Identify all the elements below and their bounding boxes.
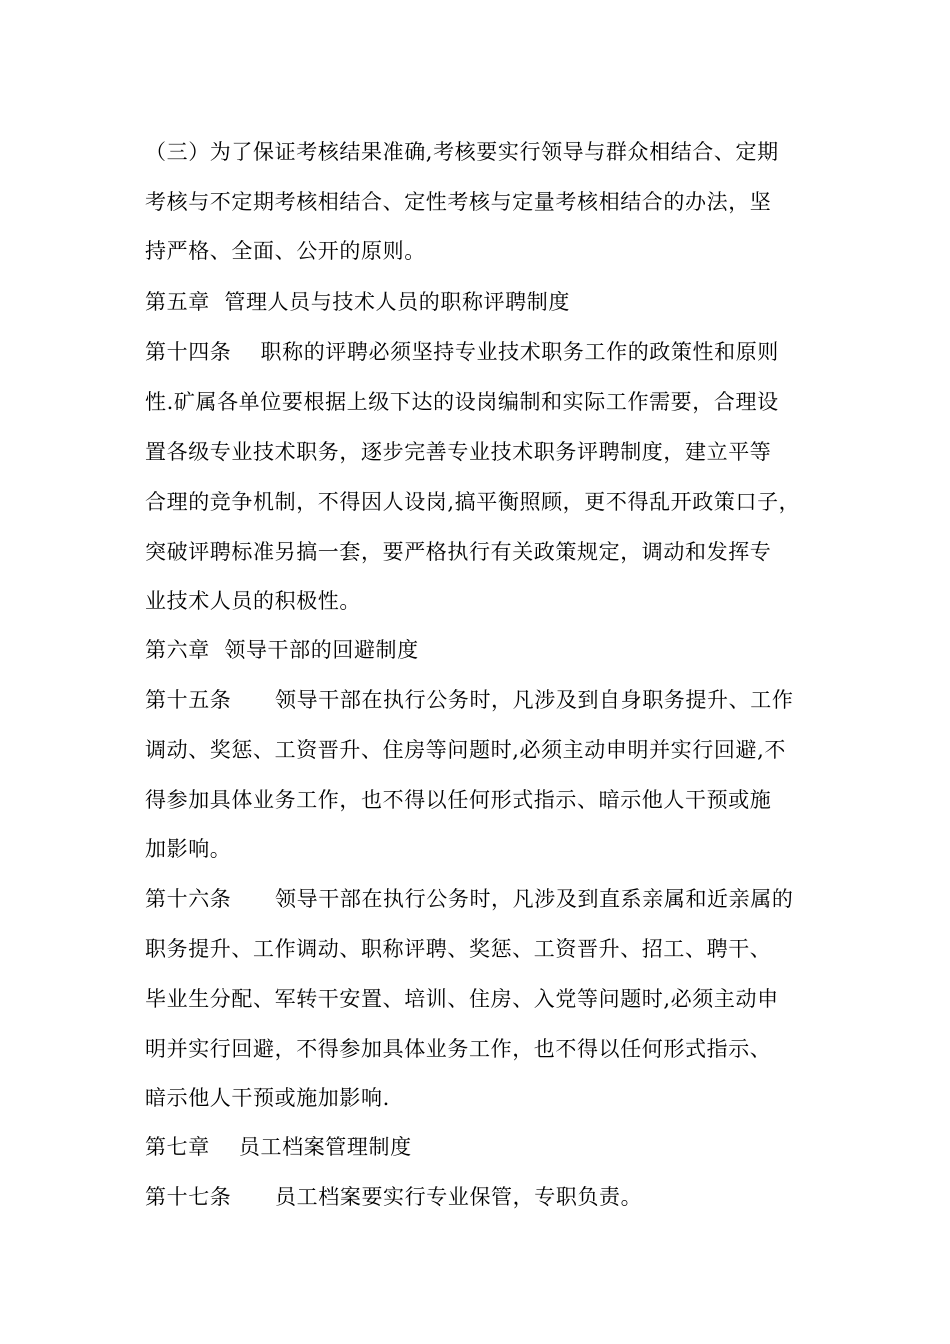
text-line: 性.矿属各单位要根据上级下达的设岗编制和实际工作需要，合理设 (145, 390, 779, 414)
article-first-line: 第十七条 员工档案要实行专业保管，专职负责。 (145, 1185, 643, 1209)
chapter-heading: 第七章 员工档案管理制度 (145, 1135, 412, 1159)
text-line: 持严格、全面、公开的原则。 (145, 239, 426, 263)
text-line: 得参加具体业务工作，也不得以任何形式指示、暗示他人干预或施 (145, 788, 772, 812)
text-line: 明并实行回避，不得参加具体业务工作，也不得以任何形式指示、 (145, 1037, 772, 1061)
text-line: 置各级专业技术职务，逐步完善专业技术职务评聘制度，建立平等 (145, 440, 772, 464)
text-line: 合理的竞争机制，不得因人设岗,搞平衡照顾，更不得乱开政策口子， (145, 490, 801, 514)
text-line: 毕业生分配、军转干安置、培训、住房、入党等问题时,必须主动申 (145, 987, 779, 1011)
text-line: 职务提升、工作调动、职称评聘、奖惩、工资晋升、招工、聘干、 (145, 937, 772, 961)
chapter-heading: 第五章 管理人员与技术人员的职称评聘制度 (145, 290, 570, 314)
text-line: 加影响。 (145, 837, 232, 861)
article-first-line: 第十六条 领导干部在执行公务时，凡涉及到直系亲属和近亲属的 (145, 887, 794, 911)
text-line: 业技术人员的积极性。 (145, 589, 361, 613)
text-line: 调动、奖惩、工资晋升、住房等问题时,必须主动申明并实行回避,不 (145, 738, 786, 762)
chapter-heading: 第六章 领导干部的回避制度 (145, 638, 419, 662)
text-line: 考核与不定期考核相结合、定性考核与定量考核相结合的办法，坚 (145, 190, 772, 214)
text-line: （三）为了保证考核结果准确,考核要实行领导与群众相结合、定期 (145, 140, 779, 164)
article-first-line: 第十五条 领导干部在执行公务时，凡涉及到自身职务提升、工作 (145, 688, 794, 712)
text-line: 暗示他人干预或施加影响. (145, 1086, 390, 1110)
text-line: 突破评聘标准另搞一套，要严格执行有关政策规定，调动和发挥专 (145, 540, 772, 564)
article-first-line: 第十四条 职称的评聘必须坚持专业技术职务工作的政策性和原则 (145, 340, 779, 364)
